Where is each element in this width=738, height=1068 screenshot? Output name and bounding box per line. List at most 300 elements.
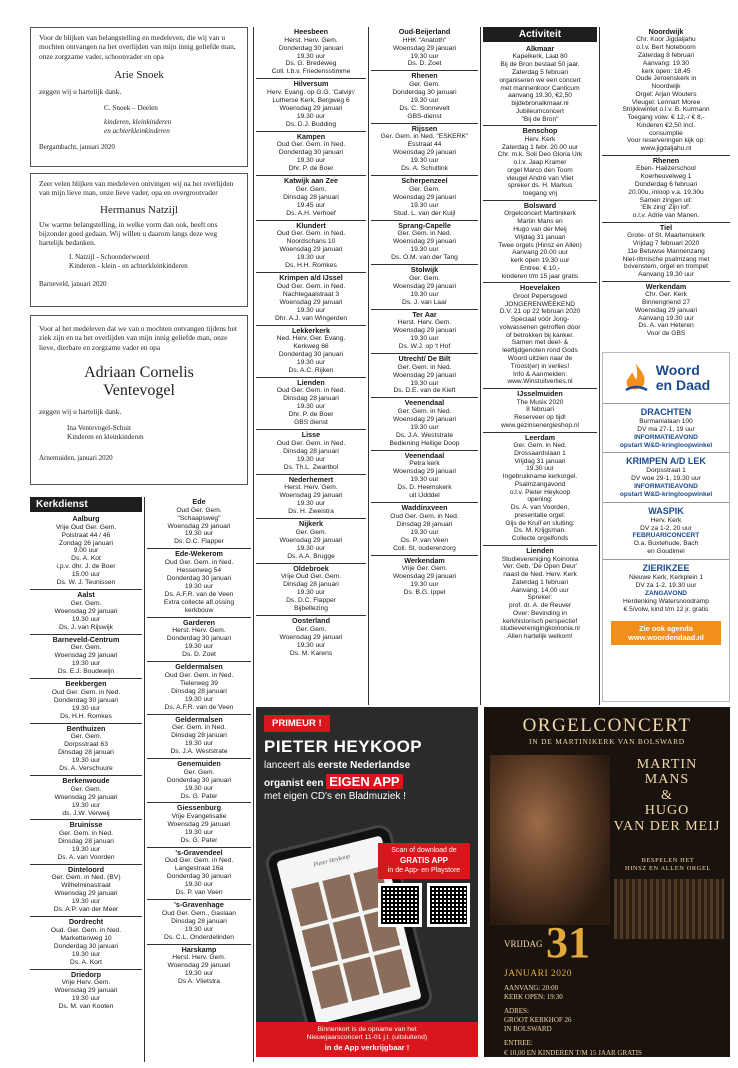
listing-line: Ger. Gem. — [409, 81, 440, 88]
listing-line: Orgel: Arjan Wouters — [635, 90, 697, 98]
listing-line: Ger. Gem. — [295, 528, 327, 536]
listing-line: Herst. Herv. Gem. — [284, 36, 338, 44]
listing-line: 19.30 uur — [296, 544, 326, 552]
listing-line: Dinsdag 28 januari — [58, 838, 114, 845]
listing-line: Dinsdag 28 januari — [283, 581, 339, 589]
listing-line: Chr. Ger. Kerk — [645, 291, 687, 299]
listing-line: Kapelkerk, Laat 80 — [512, 53, 568, 61]
announcement-snoek — [30, 27, 248, 167]
listing-line: Ds. B.G. Ippel — [403, 589, 446, 597]
listing-item — [147, 945, 251, 988]
listing-line: Woensdag 29 januari — [279, 633, 343, 641]
listing-line: Woensdag 29 januari — [392, 327, 457, 335]
listing-item — [30, 865, 142, 917]
listing-line: Psalmzangavond — [514, 480, 566, 488]
listing-line: Bijbellezing — [294, 605, 328, 613]
listing-line: Nachtegaalstraat 3 — [282, 290, 340, 298]
listing-item — [30, 590, 142, 634]
event-line: Herv. Kerk — [650, 516, 682, 524]
listing-line: Ger. Gem. in Ned. — [397, 230, 452, 238]
listing-line: orgel Marco den Toom — [507, 166, 573, 174]
listing-line: Donderdag 30 januari — [53, 696, 119, 704]
listing-line: kinderen t/m 15 jaar gratis — [501, 272, 579, 280]
listing-line: kerk open 19.30 uur — [510, 257, 570, 265]
listing-line: Woensdag 29 januari — [167, 821, 231, 828]
listing-item — [602, 282, 730, 340]
listing-line: Info & Aanmelden: — [513, 370, 567, 378]
listing-item — [256, 564, 366, 616]
performer-name: MANS — [644, 772, 690, 788]
listing-line: Aanvang: 19.30 — [642, 59, 690, 67]
listing-line: Coll. St. ouderenzorg — [393, 544, 456, 552]
listing-title: Lienden — [297, 377, 325, 387]
listing-line: Extra collecte afl.ossing — [163, 598, 235, 606]
listing-line: Woensdag 29 januari — [392, 468, 457, 476]
listing-line: Speciaal vóór Jong- — [510, 316, 570, 324]
info-line: KERK OPEN: 19:30 — [504, 993, 563, 1002]
listing-line: Vrije Oud Ger. Gem. — [280, 573, 342, 581]
listing-line: Ger. Gem. in Ned. — [513, 442, 567, 450]
listing-title: Benthuizen — [66, 723, 106, 733]
listing-line: Donderdag 30 januari — [166, 776, 232, 784]
listing-item — [602, 27, 730, 156]
listing-item — [483, 201, 597, 283]
listing-line: Niet-ritmische psalmzang met — [622, 255, 710, 263]
listing-title: Ede-Wekerom — [175, 549, 223, 559]
listing-title: Aalburg — [72, 514, 100, 523]
column-divider — [253, 27, 254, 1062]
listing-line: Toegang volw. € 12,-/ € 8,- — [627, 114, 705, 122]
listing-line: o.l.v. Bert Noteboom — [636, 44, 696, 52]
listing-title: Dordrecht — [68, 917, 104, 927]
organ-pipes-image — [614, 879, 724, 939]
listing-line: Ds. J. van Laar — [402, 298, 447, 306]
listing-line: Samen met deel- & — [511, 339, 569, 347]
listing-line: Vrije Evangelisatie — [171, 813, 227, 821]
listing-line: 15.00 uur — [71, 571, 101, 579]
listing-line: aanvang 19.30, €2,50 — [508, 92, 572, 100]
listing-line: Ger. Gem. — [295, 625, 327, 633]
listing-item — [256, 616, 366, 659]
agenda-button[interactable]: Zie ook agenda www.woordendaad.nl — [611, 621, 721, 645]
ad-footer — [256, 1022, 478, 1057]
listing-line: Ds. C.L. Onderdelinden — [164, 933, 234, 941]
listing-line: Aanvang 19.30 uur — [638, 271, 694, 279]
listing-line: Donderdag 30 januari — [278, 44, 344, 52]
listing-line: i.p.v. dhr. J. de Boer — [56, 563, 116, 571]
listing-line: Ger. Gem. — [70, 733, 102, 741]
listing-line: consumptie — [649, 129, 683, 137]
listing-line: Woensdag 29 januari — [279, 492, 343, 500]
info-line: € 10,00 EN KINDEREN T/M 15 JAAR GRATIS — [504, 1048, 642, 1057]
performers — [612, 757, 722, 834]
listing-line: 'Elk zing' Zijn lof'. — [641, 204, 691, 212]
listing-item — [147, 803, 251, 847]
listing-line: Woensdag 29 januari — [167, 522, 231, 530]
event-line: Burmanialaan 100 — [639, 417, 693, 425]
listing-item — [602, 223, 730, 282]
listing-line: Dinsdag 28 januari — [171, 687, 227, 695]
activiteit-column-2 — [602, 27, 730, 347]
listing-line: Woensdag 29 januari — [279, 298, 343, 306]
listing-line: Ds. M. van Kooten — [58, 1003, 114, 1011]
listing-title: Hoevelaken — [520, 283, 560, 293]
performer-name: VAN DER MEIJ — [613, 818, 721, 834]
listing-title: Driedorp — [71, 969, 101, 979]
listing-line: 19.30 uur — [184, 643, 214, 651]
listing-line: 19.30 uur — [296, 641, 326, 649]
listing-title: Benschop — [522, 126, 558, 136]
listing-item — [371, 221, 478, 265]
listing-line: D.V. 21 op 22 februari 2020 — [499, 308, 581, 316]
event-line: Herdenking Watersnoodramp — [623, 597, 709, 605]
listing-title: Katwijk aan Zee — [284, 176, 338, 186]
event-line: INFORMATIEAVOND — [634, 433, 698, 441]
listing-line: Dinsdag 28 januari — [396, 520, 453, 528]
listing-item — [30, 917, 142, 969]
concert-day: VRIJDAG — [504, 939, 543, 949]
listing-line: 19.30 uur — [410, 52, 439, 60]
listing-line: Aanvang: 14.00 uur — [511, 586, 569, 594]
listing-line: Woensdag 29 januari — [167, 962, 231, 970]
event-city: ZIERIKZEE — [642, 563, 690, 574]
listing-line: Tielerweg 39 — [179, 679, 219, 687]
listing-line: Woensdag 29 januari — [392, 573, 457, 581]
phone-title: Pieter Heykoop — [312, 853, 351, 869]
ad-text-bold: eerste Nederlandse — [317, 760, 411, 771]
listing-line: naast de Ned. Herv. Kerk — [503, 571, 577, 579]
listing-line: GBS-dienst — [407, 112, 442, 120]
listing-line: Zaterdag 1 februari — [511, 578, 569, 586]
listing-line: 19.30 uur — [184, 970, 214, 978]
organists-photo — [490, 755, 610, 925]
listing-line: prof. dr. A. de Reuver — [508, 602, 572, 610]
listing-line: Woensdag 29 januari — [54, 607, 118, 615]
event-line: Nieuwe Kerk, Kerkplein 1 — [628, 573, 704, 581]
listing-line: Ver. Geb. 'De Open Deur' — [502, 563, 578, 571]
listing-line: Esstraat 44 — [407, 141, 442, 149]
listing-line: Oude Jeroenskerk in — [635, 75, 697, 83]
listing-line: bovenstem, orgel en trompet — [624, 263, 708, 271]
announcement-thanks: zeggen wij u hartelijk dank. — [39, 406, 122, 416]
listing-line: Bediening Heilige Doop — [389, 439, 460, 447]
listing-line: opening: — [527, 496, 553, 504]
listing-line: Woensdag 29 januari — [392, 149, 457, 157]
listing-line: Collecte orgelfonds — [511, 535, 569, 543]
deceased-name: Hermanus Natzijl — [100, 203, 178, 216]
listing-line: Kerkweg 66 — [293, 343, 329, 351]
ad-footer-bold: in de App verkrijgbaar ! — [324, 1042, 410, 1052]
listing-line: Ds. A. Verschuure — [59, 765, 113, 773]
announcement-place: Barneveld, januari 2020 — [39, 280, 107, 289]
listing-line: 19.30 uur — [296, 254, 326, 262]
listing-item — [256, 221, 366, 273]
listing-item — [30, 679, 142, 723]
listing-line: Bij de Bron bestaat 50 jaar. — [500, 61, 580, 69]
listing-line: 19.30 uur — [526, 465, 554, 473]
download-box — [378, 843, 470, 879]
listing-line: Dinsdag 28 januari — [171, 917, 227, 925]
deceased-name-line: Adriaan Cornelis — [84, 363, 194, 381]
listing-title: Veenendaal — [404, 450, 445, 460]
ad-footer-line: Binnenkort is de opname van het — [317, 1025, 417, 1033]
listing-title: Geldermalsen — [175, 662, 223, 672]
performer-name: HUGO — [644, 803, 690, 819]
listing-line: Langestraat 16a — [174, 865, 224, 873]
listing-item — [147, 549, 251, 617]
listing-line: Woord uitzien naar de — [507, 354, 573, 362]
listing-line: Ds. O.M. van der Tang — [391, 254, 458, 262]
listing-line: Binnengriend 27 — [641, 299, 691, 307]
listing-line: met mannenkoor Canticum — [500, 84, 580, 92]
event-city: KRIMPEN A/D LEK — [626, 456, 706, 467]
listing-line: 19.30 uur — [410, 246, 439, 254]
ad-text — [264, 759, 470, 804]
listing-title: Oosterland — [292, 616, 330, 626]
listing-line: 19.30 uur — [184, 881, 214, 889]
listing-line: Dhr. A.J. van Wingerden — [274, 314, 348, 322]
listing-line: www.gezinsenergieshop.nl — [500, 421, 580, 429]
listing-line: Ds. H.H. Romkes — [285, 262, 337, 270]
listing-line: studieverenigingkoinonia.nl — [500, 625, 580, 633]
listing-line: kerk open: 18.45 — [641, 67, 691, 75]
concert-info — [504, 984, 642, 1057]
listing-title: Werkendam — [404, 555, 445, 565]
listing-line: www.jigdaljahu.nl — [640, 145, 692, 153]
event-line: DV woe 29-1, 19.30 uur — [631, 475, 701, 483]
listing-line: 19.30 uur — [71, 801, 101, 809]
listing-line: Donderdag 30 januari — [392, 88, 457, 96]
listing-line: Vrijdag 7 februari 2020 — [632, 240, 700, 248]
listing-line: 19.30 uur — [184, 695, 214, 703]
ad-title: ORGELCONCERT — [522, 715, 692, 736]
listing-line: Ds. H. Zweistra — [288, 508, 334, 516]
listing-line: Herv. Kerk — [524, 135, 556, 143]
listing-line: Vleugel: Lennart Moree — [631, 98, 701, 106]
listing-line: Oud Ger. Gem. in Ned. — [276, 230, 346, 238]
listing-line: Oud Ger. Gem. in Ned. — [390, 512, 459, 520]
listing-line: Oud Ger. Gem. in Ned. — [276, 439, 346, 447]
listing-item — [256, 378, 366, 430]
listing-item — [147, 618, 251, 662]
event-line: DV za 1-2, 19.30 uur — [635, 581, 697, 589]
listing-line: Ds. M. Karens — [289, 649, 333, 657]
listing-line: 19.30 uur — [410, 476, 439, 484]
concert-date: 31 — [546, 918, 590, 967]
listing-line: Ned. Herv. Ger. Evang. — [276, 335, 346, 343]
download-text: in de App- en Playstore — [387, 866, 461, 874]
event-section — [603, 452, 729, 501]
listing-line: Ds. A. van Voorden — [57, 853, 115, 861]
listing-item — [483, 546, 597, 643]
listing-line: bijdebronalkmaar.nl — [511, 100, 569, 108]
kerkdienst-column-3 — [256, 27, 366, 705]
column-divider — [368, 27, 369, 705]
ad-subtitle: IN DE MARTINIKERK VAN BOLSWARD — [529, 737, 685, 746]
listing-line: 11e Betuwse Mannenzang — [627, 247, 705, 255]
event-line: en Goudimel — [647, 548, 685, 556]
listing-line: Zondag 26 januari — [59, 539, 113, 547]
listing-title: Ede — [192, 497, 206, 506]
listing-line: Woensdag 29 januari — [392, 238, 457, 246]
info-line: ADRES: — [504, 1007, 529, 1016]
listing-item — [371, 71, 478, 123]
primeur-badge: PRIMEUR ! — [264, 715, 330, 732]
column-divider — [480, 27, 481, 705]
listing-line: 19.30 uur — [71, 995, 101, 1003]
listing-line: Woensdag 29 januari — [54, 652, 118, 660]
listing-line: Vrije Oud Ger. Gem. — [55, 523, 117, 531]
performer-name: & — [661, 787, 673, 803]
listing-title: Garderen — [183, 617, 215, 627]
deceased-name: Arie Snoek — [114, 68, 164, 81]
listing-line: Dinsdag 28 januari — [58, 749, 114, 757]
listing-line: Jubileumconcert — [515, 107, 564, 115]
listing-title: Waddinxveen — [401, 503, 448, 513]
listing-line: Ds. D.J. Budding — [285, 120, 337, 128]
listing-line: vleugel André van Vliet — [506, 174, 574, 182]
listing-line: 19.30 uur — [296, 157, 326, 165]
logo-text: Woord — [655, 362, 700, 379]
listing-line: Eben- Haëzerschool — [636, 165, 696, 173]
listing-title: Beekbergen — [65, 679, 107, 689]
listing-line: HHK "Anatoth" — [402, 36, 447, 44]
listing-item — [483, 44, 597, 126]
listing-line: Ds. W.J. op 't Hof — [398, 343, 451, 351]
announcement-intro: Zeer velen blijken van medeleven ontvingen wij na het overlijden van mijn lieve man, onze lieve vader, opa en overgrootvader — [39, 179, 234, 198]
announcement-intro: Voor de blijken van belangstelling en medeleven, die wij van u mochten ontvangen na het overlijden van mijn innig geliefde man, onze zorgzame vader, schoonvader en opa — [39, 33, 236, 61]
listing-line: Ds. J.A. Weststrate — [170, 748, 228, 756]
listing-item — [371, 398, 478, 450]
listing-line: Ds. D. Heemskerk — [397, 484, 452, 492]
listing-title: Bruinisse — [69, 820, 103, 830]
listing-line: Voor reserveringen kijk op: — [626, 137, 706, 145]
listing-line: organiseren we een concert — [499, 76, 581, 84]
listing-line: Hessenweg 54 — [176, 566, 222, 574]
event-line: INFORMATIEAVOND — [634, 483, 698, 491]
event-line: € 5/volw, kind t/m 12 jr. gratis — [623, 605, 709, 613]
listing-line: Dinsdag 28 januari — [283, 193, 339, 201]
listing-line: Woensdag 29 januari — [392, 282, 457, 290]
listing-line: 19.30 uur — [71, 757, 101, 765]
listing-line: Ds A. Vlietstra — [178, 978, 220, 986]
listing-line: 19.30 uur — [296, 306, 326, 314]
listing-line: Ds. A. van Heteren — [638, 322, 694, 330]
listing-line: GBS dienst — [294, 419, 328, 427]
listing-line: 19.30 uur — [71, 704, 101, 712]
listing-line: Ds. M. Krijgsman. — [513, 527, 567, 535]
listing-line: Donderdag 6 februari — [634, 180, 698, 188]
announcement-place: Arnemuiden, januari 2020 — [39, 453, 113, 462]
listing-title: Nijkerk — [299, 519, 323, 529]
listing-line: Vrije Herv. Gem. — [61, 979, 111, 987]
listing-item — [371, 503, 478, 555]
listing-line: Ds. A.H. Verhoef — [286, 209, 336, 217]
listing-line: Dinsdag 28 januari — [283, 447, 339, 455]
listing-line: Ds. G. Pater — [180, 792, 218, 800]
listing-line: Dhr. P. de Boer — [288, 411, 334, 419]
listing-line: Ds. J. van Rijswijk — [59, 623, 113, 631]
flame-icon — [622, 362, 650, 394]
event-line: FEBRUARICONCERT — [632, 532, 700, 540]
listing-line: Dinsdag 28 januari — [171, 732, 227, 740]
listing-line: 19.30 uur — [410, 423, 439, 431]
listing-title: Oud-Beijerland — [398, 27, 451, 36]
listing-line: 19.30 uur — [410, 96, 439, 104]
listing-line: "Bij de Bron" — [521, 115, 559, 123]
qr-code-icon[interactable] — [378, 883, 422, 927]
listing-line: Noordschans 10 — [286, 238, 336, 246]
qr-code-icon[interactable] — [427, 883, 471, 927]
event-city: WASPIK — [648, 505, 684, 516]
listing-line: Ds. D.E. van de Kieft — [393, 387, 456, 395]
listing-line: Herv. Evang. op G.G. 'Calvijn' — [267, 88, 355, 96]
listing-item — [483, 389, 597, 433]
listing-line: 19.30 uur — [184, 582, 214, 590]
listing-line: Ger. Gem. — [70, 644, 102, 652]
listing-line: Ds. A.A. Brugge — [287, 552, 335, 560]
listing-line: Gijs de Kruif en sluiting: — [505, 519, 575, 527]
listing-line: 19.30 uur — [410, 290, 439, 298]
listing-line: 19.30 uur — [184, 740, 214, 748]
listing-title: Berkenwoude — [62, 776, 110, 786]
kerkdienst-column-1 — [30, 497, 142, 1062]
listing-line: presentatie orgel: — [514, 511, 566, 519]
listing-item — [483, 126, 597, 201]
qr-codes — [378, 883, 470, 927]
event-line: DV ma 27-1, 19 uur — [637, 425, 695, 433]
listing-line: Markettenweg 10 — [60, 934, 112, 942]
listing-title: Dinteloord — [68, 864, 104, 874]
listing-item — [30, 514, 142, 590]
listing-item — [256, 430, 366, 474]
event-line: DV za 1-2, 20 uur — [640, 524, 692, 532]
listing-line: Reserveer op tijd! — [514, 414, 566, 422]
listing-line: Herst. Herv. Gem. — [397, 319, 452, 327]
listing-line: Zaterdag 5 februari — [511, 69, 569, 77]
signature-line: Kinderen - klein - en achterkleinkinderen — [69, 262, 188, 271]
listing-line: Ds. G. Pater — [180, 836, 218, 844]
listing-item — [256, 273, 366, 325]
listing-item — [483, 283, 597, 389]
listing-title: Rhenen — [411, 71, 438, 81]
listing-line: Noordwijk — [651, 83, 681, 91]
listing-line: Woensdag 29 januari — [634, 306, 698, 314]
listing-line: 19.30 uur — [296, 500, 326, 508]
signature-line: kinderen, kleinkinderen — [104, 118, 172, 126]
listing-line: Strijkkwintet o.l.v. B. Kurmann — [622, 106, 710, 114]
listing-line: Herst. Herv. Gem. — [172, 954, 226, 962]
signature-line: Ina Ventevogel-Schuit — [67, 423, 131, 432]
announcement-intro: Voor al het medeleven dat we van u mochten ontvangen tijdens het ziek zijn en na het overlijden van mijn innig geliefde man, onze lieve, dierbare en zorgzame vader en opa — [39, 324, 237, 352]
listing-line: Drossaardslaan 1 — [514, 449, 566, 457]
listing-line: Spreker: — [527, 594, 553, 602]
event-line: O.a. Buxtehude, Bach — [633, 540, 699, 548]
info-line: ENTREE: — [504, 1039, 533, 1048]
listing-line: Chr. Koor Jigdaljahu — [636, 36, 696, 44]
event-line: opstart W&D-kringloopwinkel — [619, 441, 713, 449]
listing-line: Twee orgels (Hinsz en Allen) — [498, 241, 582, 249]
listing-item — [371, 27, 478, 71]
listing-line: Woensdag 29 januari — [54, 987, 118, 995]
listing-line: Kinderen €2,50 incl. — [636, 121, 696, 129]
listing-item — [371, 176, 478, 220]
pieter-heykoop-app-ad — [256, 707, 478, 1057]
listing-line: 19.30 uur — [71, 845, 101, 853]
listing-line: Ger. Gem. — [295, 185, 327, 193]
listing-line: 19.30 uur — [296, 403, 326, 411]
listing-line: 19.30 uur — [71, 660, 101, 668]
